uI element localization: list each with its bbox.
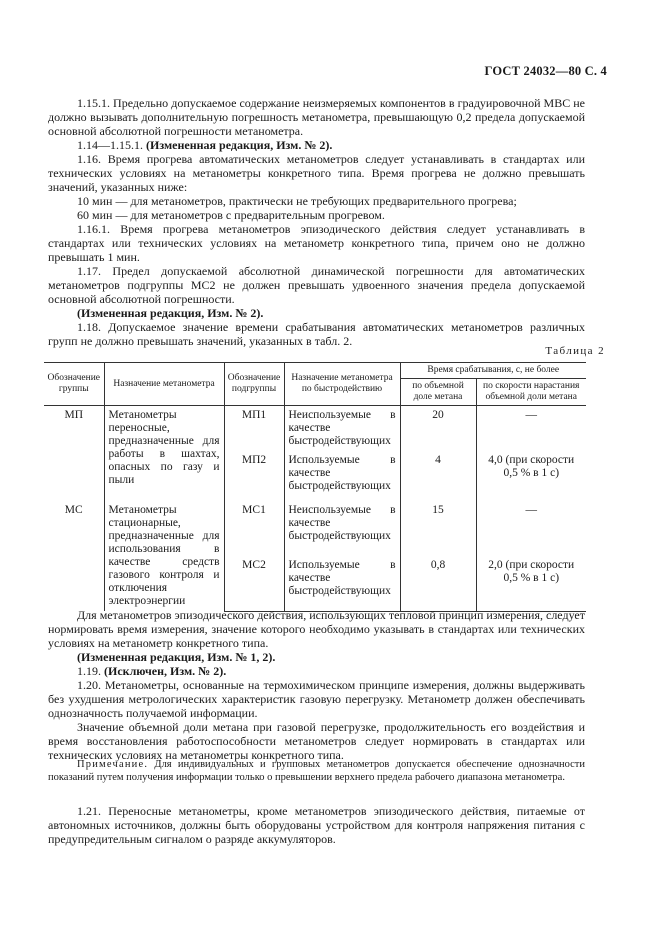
- edition-label: (Измененная редакция, Изм. № 2).: [146, 138, 333, 152]
- note-text: Для индивидуальных и групповых метанометров допускается обеспечение однозначности показаний путем получения информации только о превышении верхнего предела рабочего диапазона метанометра.: [48, 759, 585, 783]
- cell-rate: 4,0 (при скорости 0,5 % в 1 с): [476, 451, 586, 501]
- note-block: [48, 759, 585, 784]
- paragraph-1-16: 1.16. Время прогрева автоматических метанометров следует устанавливать в стандартах или технических условиях на метанометры конкретного типа. Время прогрева не должно превышать значений, указанных ниже:: [48, 152, 585, 194]
- cell-subgroup: МП2: [224, 451, 284, 501]
- paragraph-edition-note-3: (Измененная редакция, Изм. № 1, 2).: [77, 650, 276, 664]
- table-row: [44, 406, 586, 452]
- header-speed-purpose: Назначение метанометра по быстродействию: [284, 363, 400, 406]
- paragraph-1-17: 1.17. Предел допускаемой абсолютной динамической погрешности для автоматических метанометров подгруппы МС2 не должен превышать удвоенного значения предела допускаемой основной абсолютной погрешности.: [48, 264, 585, 306]
- paragraph-edition-note-2: (Измененная редакция, Изм. № 2).: [77, 306, 264, 320]
- bottom-text-block: [48, 608, 585, 762]
- header-by-rate: по скорости нарастания объемной доли метана: [476, 379, 586, 406]
- cell-volume: 20: [400, 406, 476, 452]
- page-header: ГОСТ 24032—80 С. 4: [484, 64, 607, 78]
- header-group-designation: Обозначение группы: [44, 363, 104, 406]
- cell-purpose: Метанометры переносные, предназначенные для работы в шахтах, опасных по газу и пыли: [104, 406, 224, 502]
- paragraph-overload: Значение объемной доли метана при газовой перегрузке, продолжительность его воздействия и время восстановления работоспособности метанометров следует нормировать в стандартах или технических условиях на метанометры конкретного типа.: [48, 720, 585, 762]
- paragraph-1-19: [48, 664, 585, 678]
- paragraph-1-21: 1.21. Переносные метанометры, кроме метанометров эпизодического действия, питаемые от автономных источников, должны быть оборудованы устройством для контроля напряжения питания с предупредительным сигналом о разряде аккумуляторов.: [48, 804, 585, 846]
- cell-subgroup: МС1: [224, 501, 284, 556]
- paragraph-warmup-10: 10 мин — для метанометров, практически не требующих предварительного прогрева;: [77, 194, 517, 208]
- paragraph-1-20: 1.20. Метанометры, основанные на термохимическом принципе измерения, должны выдерживать без ухудшения метрологических характеристик газовую перегрузку. Метанометр должен обеспечивать однозначность получаемой информации.: [48, 678, 585, 720]
- cell-speed: Используемые в качестве быстродействующих: [284, 451, 400, 501]
- header-subgroup-designation: Обозначение подгруппы: [224, 363, 284, 406]
- paragraph-edition-note-1: [48, 138, 585, 152]
- note-label: Примечание.: [77, 759, 149, 770]
- header-group-purpose: Назначение метанометра: [104, 363, 224, 406]
- table-row: [44, 501, 586, 556]
- cell-volume: 15: [400, 501, 476, 556]
- cell-volume: 4: [400, 451, 476, 501]
- edition-ref: 1.14—1.15.1.: [77, 138, 146, 152]
- header-response-time: Время срабатывания, с, не более: [400, 363, 586, 379]
- final-text-block: [48, 804, 585, 846]
- cell-subgroup: МП1: [224, 406, 284, 452]
- cell-rate: 2,0 (при скорости 0,5 % в 1 с): [476, 556, 586, 611]
- paragraph-warmup-60: 60 мин — для метанометров с предварительным прогревом.: [77, 208, 385, 222]
- paragraph-1-16-1: 1.16.1. Время прогрева метанометров эпизодического действия следует устанавливать в стандартах или технических условиях на метанометр конкретного типа, причем оно не должно превышать 1 мин.: [48, 222, 585, 264]
- header-by-volume: по объемной доле метана: [400, 379, 476, 406]
- cell-subgroup: МС2: [224, 556, 284, 611]
- cell-volume: 0,8: [400, 556, 476, 611]
- cell-group: МП: [64, 409, 84, 421]
- paragraph-1-15-1: 1.15.1. Предельно допускаемое содержание неизмеряемых компонентов в градуировочной МВС не должно вызывать дополнительную погрешность метанометра, превышающую 0,2 предела допускаемой основной абсолютной погрешности метанометра.: [48, 96, 585, 138]
- response-time-table: [44, 362, 586, 612]
- cell-purpose: Метанометры стационарные, предназначенные для использования в качестве средств газового контроля и отключения электроэнергии: [104, 501, 224, 611]
- table-caption: Таблица 2: [545, 345, 605, 357]
- cell-speed: Используемые в качестве быстродействующих: [284, 556, 400, 611]
- cell-speed: Неиспользуемые в качестве быстродействующих: [284, 501, 400, 556]
- paragraph-1-18: 1.18. Допускаемое значение времени срабатывания автоматических метанометров различных групп не должно превышать значений, указанных в табл. 2.: [48, 320, 585, 348]
- note-paragraph: [48, 759, 585, 784]
- cell-speed: Неиспользуемые в качестве быстродействующих: [284, 406, 400, 452]
- item-ref: 1.19.: [77, 664, 104, 678]
- cell-rate: —: [476, 406, 586, 452]
- cell-rate: —: [476, 501, 586, 556]
- excluded-label: (Исключен, Изм. № 2).: [104, 664, 227, 678]
- top-text-block: [48, 96, 585, 348]
- paragraph-episodic-note: Для метанометров эпизодического действия, использующих тепловой принцип измерения, следует нормировать время измерения, значение которого необходимо указывать в стандартах или технических условиях на метанометр конкретного типа.: [48, 608, 585, 650]
- cell-group: МС: [64, 504, 83, 516]
